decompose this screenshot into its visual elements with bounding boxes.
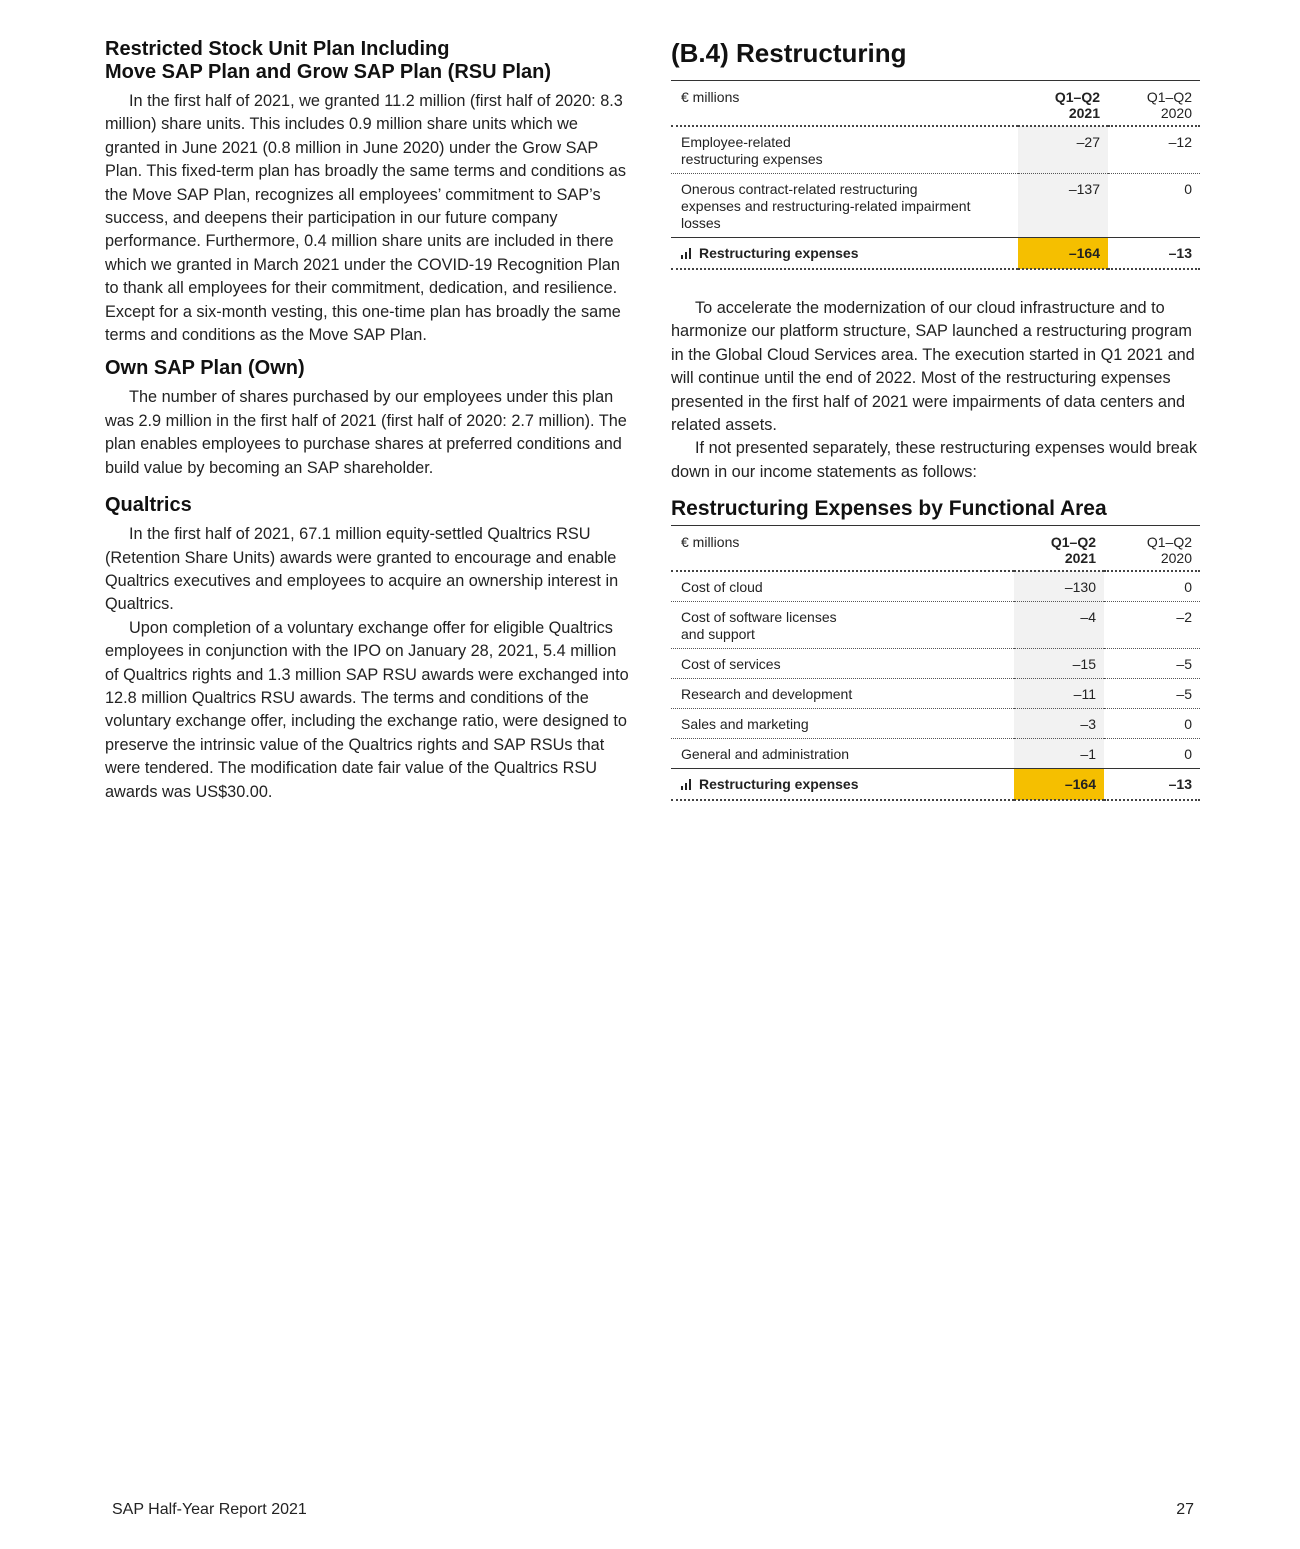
- restructuring-paragraph-1: To accelerate the modernization of our cloud infrastructure and to harmonize our platform structure, SAP launched a restructuring program in the Global Cloud Services area. The execution started in Q1 2021 and will continue until the end of 2022. Most of the restructuring expenses presented in the first half of 2021 were impairments of data centers and related assets.: [671, 299, 1195, 435]
- unit-label: € millions: [681, 89, 740, 105]
- right-column: [671, 38, 1201, 801]
- row-label: General and administration: [681, 746, 850, 763]
- total-value-2020: –13: [1168, 776, 1192, 793]
- functional-area-table: [671, 525, 1200, 801]
- table-row: [671, 126, 1200, 174]
- rsu-heading-line-2: Move SAP Plan and Grow SAP Plan (RSU Plan): [105, 61, 552, 83]
- table-row: [671, 571, 1200, 602]
- value-2020: 0: [1184, 716, 1192, 733]
- table-row: [671, 679, 1200, 709]
- value-2020: –5: [1176, 656, 1192, 673]
- row-label: Employee-related restructuring expenses: [681, 134, 823, 167]
- rsu-plan-heading: [105, 38, 630, 84]
- value-2020: 0: [1184, 746, 1192, 763]
- value-2021: –11: [1014, 679, 1104, 709]
- column-header-2020: Q1–Q2 2020: [1146, 534, 1192, 567]
- qualtrics-heading: Qualtrics: [105, 494, 192, 517]
- bar-chart-icon: [681, 779, 695, 790]
- row-label: Sales and marketing: [681, 716, 809, 733]
- table-header-row: [671, 526, 1200, 572]
- row-label: Cost of software licenses and support: [681, 609, 837, 643]
- value-2020: –2: [1176, 609, 1192, 626]
- total-value-2021: –164: [1014, 769, 1104, 801]
- qualtrics-paragraph-2: Upon completion of a voluntary exchange offer for eligible Qualtrics employees in conjunction with the IPO on January 28, 2021, 5.4 million of Qualtrics rights and 1.3 million SAP RSU awards were exchanged into 12.8 million Qualtrics RSU awards. The terms and conditions of the voluntary exchange offer, including the exchange ratio, were designed to preserve the intrinsic value of the Qualtrics rights and SAP RSUs that were tendered. The modification date fair value of the Qualtrics RSU awards was US$30.00.: [105, 618, 629, 801]
- value-2020: –5: [1176, 686, 1192, 703]
- page-number: 27: [1176, 1501, 1194, 1518]
- left-column: [105, 38, 630, 804]
- table-row: [671, 649, 1200, 679]
- value-2021: –4: [1014, 602, 1104, 649]
- total-value-2020: –13: [1168, 245, 1192, 261]
- table-row: [671, 709, 1200, 739]
- own-plan-heading: Own SAP Plan (Own): [105, 357, 305, 380]
- row-label: Cost of services: [681, 656, 781, 673]
- value-2020: 0: [1184, 579, 1192, 596]
- unit-label: € millions: [681, 534, 740, 551]
- table-row: [671, 174, 1200, 238]
- rsu-heading-line-1: Restricted Stock Unit Plan Including: [105, 38, 450, 60]
- value-2020: –12: [1168, 134, 1192, 150]
- restructuring-table: [671, 80, 1200, 270]
- own-plan-paragraph: The number of shares purchased by our employees under this plan was 2.9 million in the first half of 2021 (first half of 2020: 2.7 million). The plan enables employees to purchase shares at preferred conditions and build value by becoming an SAP shareholder.: [105, 388, 627, 477]
- value-2020: 0: [1184, 181, 1192, 197]
- value-2021: –27: [1018, 126, 1108, 174]
- table-row: [671, 739, 1200, 769]
- table-row: [671, 602, 1200, 649]
- total-label: Restructuring expenses: [671, 769, 1014, 801]
- column-header-2021: Q1–Q2 2021: [1054, 89, 1100, 121]
- qualtrics-paragraph-1: In the first half of 2021, 67.1 million equity-settled Qualtrics RSU (Retention Share Units) awards were granted to encourage and enable Qualtrics executives and employees to acquire an ownership interest in Qualtrics.: [105, 525, 619, 614]
- value-2021: –3: [1014, 709, 1104, 739]
- functional-area-heading: Restructuring Expenses by Functional Area: [671, 497, 1107, 521]
- value-2021: –130: [1014, 571, 1104, 602]
- table-header-row: [671, 81, 1200, 127]
- value-2021: –15: [1014, 649, 1104, 679]
- row-label: Cost of cloud: [681, 579, 763, 596]
- row-label: Onerous contract-related restructuring expenses and restructuring-related impairment losses: [681, 181, 971, 231]
- total-value-2021: –164: [1018, 238, 1108, 270]
- restructuring-section-heading: (B.4) Restructuring: [671, 38, 907, 68]
- rsu-plan-paragraph: In the first half of 2021, we granted 11.2 million (first half of 2020: 8.3 million) share units. This includes 0.9 million share units which we granted in June 2021 (0.8 million in June 2020) under the Grow SAP Plan. This fixed-term plan has broadly the same terms and conditions as the Move SAP Plan, recognizes all employees’ commitment to SAP’s success, and deepens their participation in our future company performance. Furthermore, 0.4 million share units are included in there which we granted in March 2021 under the COVID-19 Recognition Plan to thank all employees for their commitment, dedication, and resilience. Except for a six-month vesting, this one-time plan has broadly the same terms and conditions as the Move SAP Plan.: [105, 92, 626, 345]
- table-total-row: [671, 238, 1200, 270]
- table-total-row: [671, 769, 1200, 801]
- total-label: Restructuring expenses: [671, 238, 1018, 270]
- column-header-2020: Q1–Q2 2020: [1146, 89, 1192, 121]
- value-2021: –137: [1018, 174, 1108, 238]
- restructuring-paragraph-2: If not presented separately, these restructuring expenses would break down in our income statements as follows:: [671, 439, 1197, 481]
- footer-report-title: SAP Half-Year Report 2021: [112, 1501, 307, 1518]
- column-header-2021: Q1–Q2 2021: [1050, 534, 1096, 567]
- row-label: Research and development: [681, 686, 853, 703]
- bar-chart-icon: [681, 248, 695, 259]
- value-2021: –1: [1014, 739, 1104, 769]
